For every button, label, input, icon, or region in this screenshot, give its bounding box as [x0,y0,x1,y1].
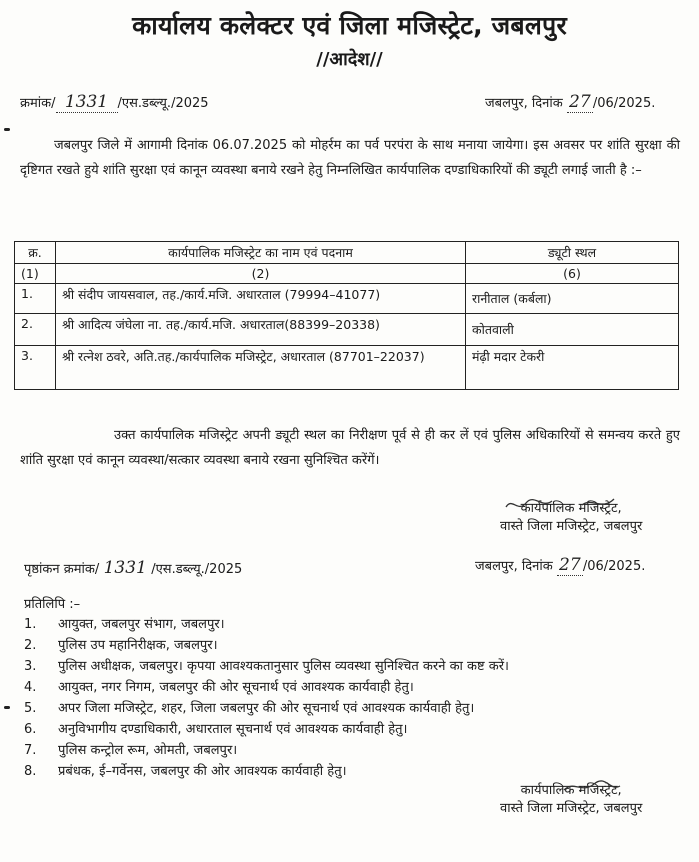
row-number: 1. [15,284,56,314]
duty-table [14,241,679,390]
magistrate-name: श्री रत्नेश ठवरे, अति.तह./कार्यपालिक मजिस्ट्रेट, अधारताल (87701–22037) [56,346,466,390]
endorsement-number: 1331 [103,558,147,578]
list-item: 3. पुलिस अधीक्षक, जबलपुर। कृपया आवश्यकतानुसार पुलिस व्यवस्था सुनिश्चित करने का कष्ट करें। [24,659,509,674]
punch-mark [4,128,10,131]
list-item: 5. अपर जिला मजिस्ट्रेट, शहर, जिला जबलपुर की ओर सूचनार्थ एवं आवश्यक कार्यवाही हेतु। [24,701,475,716]
instruction-paragraph: उक्त कार्यपालिक मजिस्ट्रेट अपनी ड्यूटी स्थल का निरीक्षण पूर्व से ही कर लें एवं पुलिस अधिकारियों से समन्वय करते हुए शांति सुरक्षा एवं कानून व्यवस्था/सत्कार व्यवस्था बनाये रखना सुनिश्चित करेंगें। [20,428,680,468]
date-prefix: जबलपुर, दिनांक [485,96,563,111]
row-number: 2. [15,314,56,346]
signature-designation: वास्ते जिला मजिस्ट्रेट, जबलपुर [500,801,643,816]
date-day: 27 [557,555,583,576]
table-header-row [15,242,679,264]
row-number: 3. [15,346,56,390]
endorsement-suffix: /एस.डब्ल्यू./2025 [151,562,243,577]
punch-mark [4,706,10,709]
list-item: 7. पुलिस कन्ट्रोल रूम, ओमती, जबलपुर। [24,743,238,758]
table-row [15,346,679,390]
order-heading: //आदेश// [316,49,383,70]
magistrate-name: श्री आदित्य जंघेला ना. तह./कार्य.मजि. अधारताल(88399–20338) [56,314,466,346]
endorsement-reference [24,558,242,578]
signature-block [500,498,642,534]
date-suffix: /06/2025. [592,96,656,111]
signature-title: कार्यपालिक मजिस्ट्रेट, [500,780,642,798]
duty-place: मंढ़ी मदार टेकरी [466,346,679,390]
list-item: 4. आयुक्त, नगर निगम, जबलपुर की ओर सूचनार्थ एवं आवश्यक कार्यवाही हेतु। [24,680,414,695]
date-suffix: /06/2025. [582,559,646,574]
list-item: 2. पुलिस उप महानिरीक्षक, जबलपुर। [24,638,218,653]
intro-paragraph: जबलपुर जिले में आगामी दिनांक 06.07.2025 को मोहर्रम का पर्व परपंरा के साथ मनाया जायेगा। इस अवसर पर शांति सुरक्षा की दृष्टिगत रखते हुये शांति सुरक्षा एवं कानून व्यवस्था बनाये रखने हेतु निम्नलिखित कार्यपालिक दण्डाधिकारियों की ड्यूटी लगाई जाती है :– [20,138,680,178]
list-item: 8. प्रबंधक, ई–गर्वेनस, जबलपुर की ओर आवश्यक कार्यवाही हेतु। [24,764,347,779]
signature-scribble-icon [560,778,680,798]
copy-heading: प्रतिलिपि :– [24,597,81,612]
ref-prefix: क्रमांक/ [20,96,56,111]
col-sub-1: (1) [15,264,56,284]
order-reference [20,92,209,113]
signature-designation: वास्ते जिला मजिस्ट्रेट, जबलपुर [500,519,643,534]
col-header-magistrate: कार्यपालिक मजिस्ट्रेट का नाम एवं पदनाम [56,242,466,264]
signature-scribble-icon [502,495,622,515]
endorsement-date [475,555,645,576]
signature-title: कार्यपालिक मजिस्ट्रेट, [500,498,642,516]
col-sub-2: (2) [56,264,466,284]
table-row [15,284,679,314]
office-title: कार्यालय कलेक्टर एवं जिला मजिस्ट्रेट, जबलपुर [132,11,567,40]
ref-number: 1331 [56,92,118,113]
table-row [15,314,679,346]
signature-block-2 [500,780,642,816]
date-prefix: जबलपुर, दिनांक [475,559,553,574]
duty-place: कोतवाली [466,314,679,346]
magistrate-name: श्री संदीप जायसवाल, तह./कार्य.मजि. अधारताल (79994–41077) [56,284,466,314]
duty-place: रानीताल (कर्बला) [466,284,679,314]
endorsement-prefix: पृष्ठांकन क्रमांक/ [24,562,100,577]
col-header-place: ड्यूटी स्थल [466,242,679,264]
col-sub-3: (6) [466,264,679,284]
date-day: 27 [567,92,593,113]
list-item: 1. आयुक्त, जबलपुर संभाग, जबलपुर। [24,617,225,632]
order-date [485,92,655,113]
ref-suffix: /एस.डब्ल्यू./2025 [117,96,209,111]
table-subheader-row [15,264,679,284]
list-item: 6. अनुविभागीय दण्डाधिकारी, अधारताल सूचनार्थ एवं आवश्यक कार्यवाही हेतु। [24,722,408,737]
col-header-serial: क्र. [15,242,56,264]
